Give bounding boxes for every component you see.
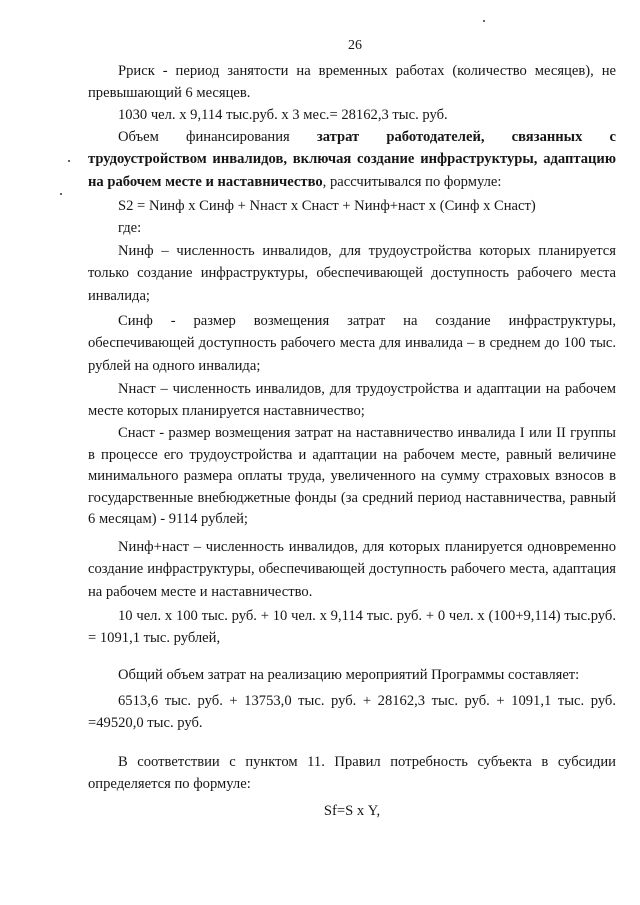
formula-s2: S2 = Nинф х Cинф + Nнаст х Cнаст + Nинф+наст х (Cинф х Cнаст): [118, 198, 536, 214]
employer-costs-end: , рассчитывался по формуле:: [322, 173, 502, 190]
definition-c-nast: [88, 423, 616, 531]
where-label: где:: [118, 220, 142, 236]
p-risk-definition: - период занятости на временных работах (количество месяцев), не превышающий 6 месяцев.: [88, 63, 616, 102]
calc-employer-costs: 10 чел. х 100 тыс. руб. + 10 чел. х 9,114 тыс. руб. + 0 чел. х (100+9,114) тыс.руб. = 1091,1 тыс. рублей,: [88, 608, 616, 647]
definition-n-inf-nast: [88, 536, 616, 603]
definition-c-inf: [88, 310, 616, 377]
c-inf-text: - размер возмещения затрат на создание инфраструктуры, обеспечивающей доступность рабочего места для инвалида – в среднем до 100 тыс. рублей на одного инвалида;: [88, 313, 616, 374]
var-n-inf-nast: Nинф+наст: [118, 539, 189, 555]
var-c-inf: Cинф: [118, 313, 153, 329]
total-calc: 6513,6 тыс. руб. + 13753,0 тыс. руб. + 28162,3 тыс. руб. + 1091,1 тыс. руб. =49520,0 тыс. руб.: [88, 693, 616, 732]
var-p-risk: Pриск: [118, 63, 155, 79]
employer-costs-start: Объем финансирования: [118, 129, 317, 145]
scan-speck: [60, 193, 62, 195]
paragraph-employer-costs: [88, 126, 616, 193]
definition-n-inf: [88, 240, 616, 307]
paragraph-rules: В соответствии с пунктом 11. Правил потребность субъекта в субсидии определяется по формуле:: [88, 754, 616, 793]
n-inf-nast-text: – численность инвалидов, для которых планируется одновременно создание инфраструктуры, обеспечивающей доступность рабочего места, адаптация на рабочем месте и наставничество.: [88, 539, 616, 600]
formula-sf: Sf=S х Y,: [323, 803, 381, 819]
calc-temporary-work: 1030 чел. х 9,114 тыс.руб. х 3 мес.= 28162,3 тыс. руб.: [118, 107, 448, 123]
scan-speck: [483, 20, 485, 22]
scan-speck: [68, 160, 70, 162]
n-inf-text: – численность инвалидов, для трудоустройства которых планируется только создание инфраструктуры, обеспечивающей доступность рабочего места инвалида;: [88, 243, 616, 304]
employer-costs-bold: затрат работодателей, связанных с трудоустройством инвалидов, включая создание инфраструктуры, адаптацию на рабочем месте и наставничество: [88, 129, 616, 190]
paragraph-p-risk: [88, 60, 616, 105]
definition-n-nast: [88, 378, 616, 423]
page-number: 26: [348, 38, 362, 53]
var-n-inf: Nинф: [118, 243, 154, 259]
c-nast-text: - размер возмещения затрат на наставничество инвалида I или II группы в процессе его трудоустройства и адаптации на рабочем месте, равный величине минимального размера оплаты труда, увеличенного на сумму страховых взносов в государственные внебюджетные фонды (за средний период наставничества, равный 6 месяцам) - 9114 рублей;: [88, 425, 616, 527]
var-n-nast: Nнаст: [118, 381, 156, 397]
n-nast-text: – численность инвалидов, для трудоустройства и адаптации на рабочем месте которых планируется наставничество;: [88, 381, 616, 420]
var-c-nast: Cнаст: [118, 425, 155, 441]
total-intro: Общий объем затрат на реализацию мероприятий Программы составляет:: [118, 667, 580, 683]
